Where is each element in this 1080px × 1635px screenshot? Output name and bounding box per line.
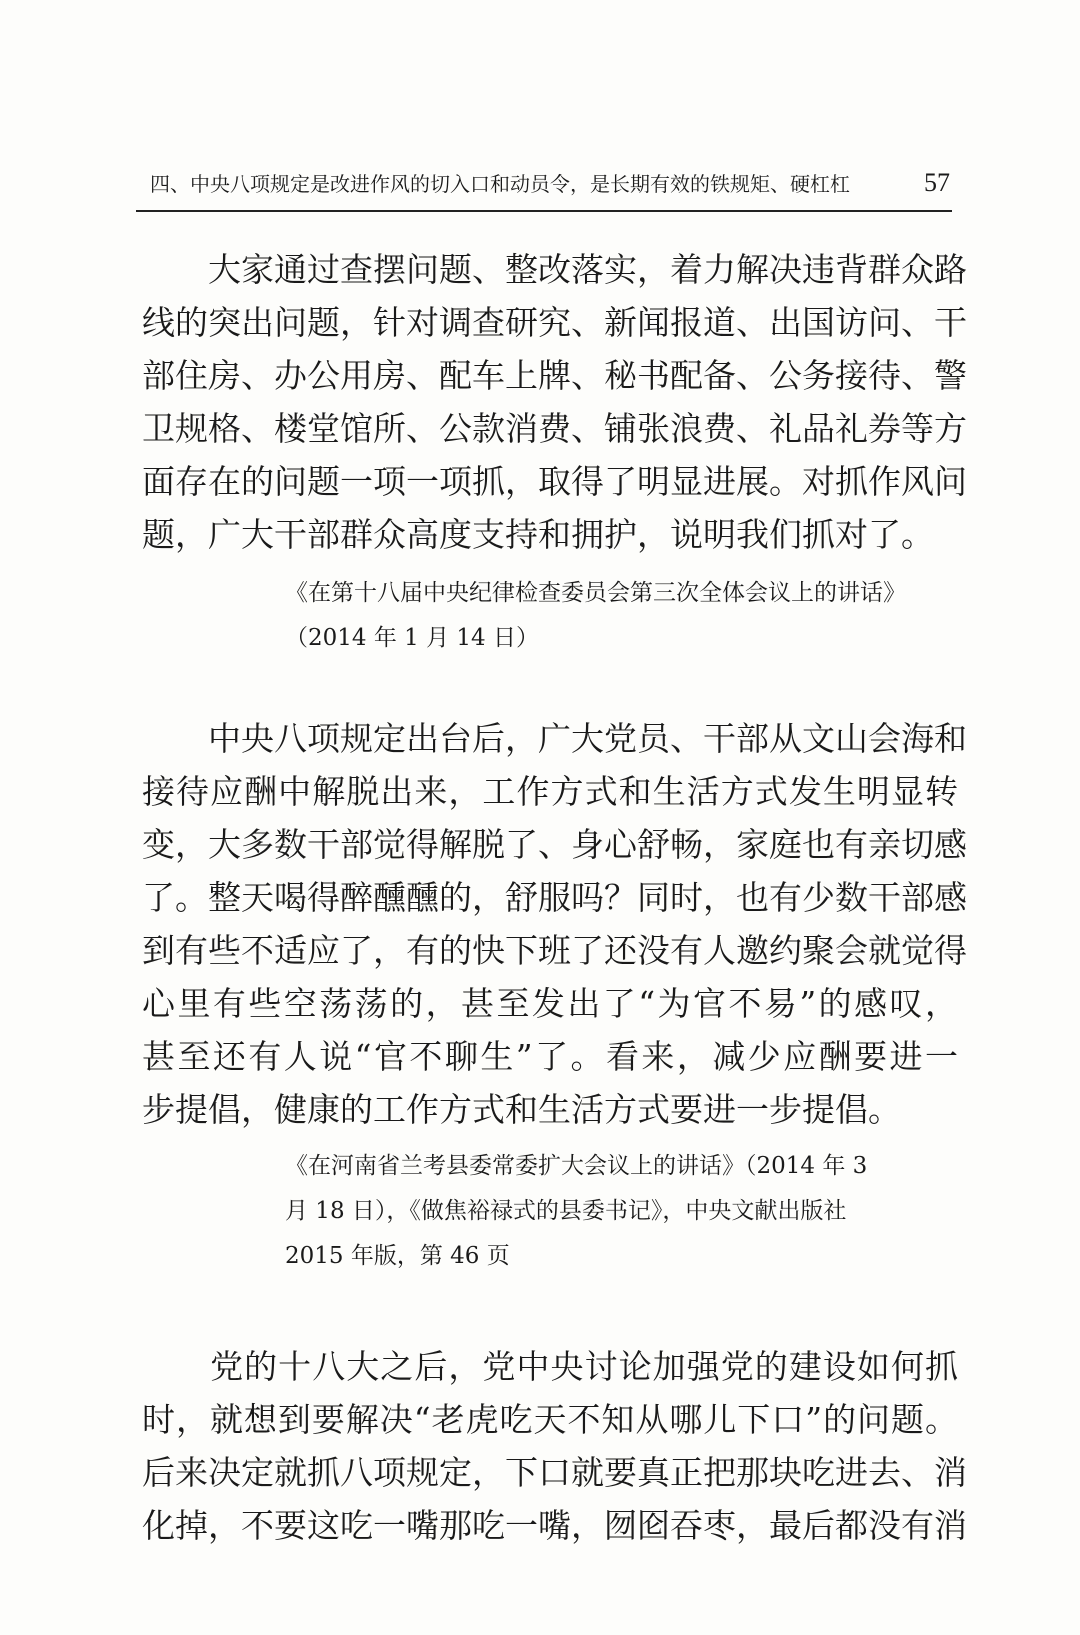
paragraph-2 (142, 712, 967, 1136)
page-number: 57 (924, 168, 950, 197)
paragraph-1 (142, 243, 967, 561)
text-line: 题，广大干部群众高度支持和拥护，说明我们抓对了。 (142, 515, 934, 554)
text-line: 步提倡，健康的工作方式和生活方式要进一步提倡。 (142, 1090, 901, 1129)
citation-line: 《在河南省兰考县委常委扩大会议上的讲话》（2014 年 3 (285, 1153, 868, 1179)
text-line: 接待应酬中解脱出来，工作方式和生活方式发生明显转 (142, 772, 958, 811)
text-line: 中央八项规定出台后，广大党员、干部从文山会海和 (142, 719, 967, 758)
text-line: 党的十八大之后，党中央讨论加强党的建设如何抓 (142, 1347, 958, 1386)
header-rule (136, 210, 952, 212)
text-line: 部住房、办公用房、配车上牌、秘书配备、公务接待、警 (142, 356, 967, 395)
paragraph-3 (142, 1340, 967, 1552)
citation-1 (285, 571, 953, 661)
text-line: 心里有些空荡荡的，甚至发出了“为官不易”的感叹， (142, 984, 958, 1023)
citation-line: （2014 年 1 月 14 日） (285, 625, 539, 651)
citation-line: 2015 年版，第 46 页 (285, 1243, 510, 1269)
text-line: 大家通过查摆问题、整改落实，着力解决违背群众路 (142, 250, 967, 289)
text-line: 甚至还有人说“官不聊生”了。看来，减少应酬要进一 (142, 1037, 958, 1076)
citation-line: 《在第十八届中央纪律检查委员会第三次全体会议上的讲话》 (285, 580, 906, 606)
citation-line: 月 18 日），《做焦裕禄式的县委书记》，中央文献出版社 (285, 1198, 847, 1224)
text-line: 后来决定就抓八项规定，下口就要真正把那块吃进去、消 (142, 1453, 967, 1492)
text-line: 了。整天喝得醉醺醺的，舒服吗？同时，也有少数干部感 (142, 878, 967, 917)
text-line: 化掉，不要这吃一嘴那吃一嘴，囫囵吞枣，最后都没有消 (142, 1506, 967, 1545)
text-line: 面存在的问题一项一项抓，取得了明显进展。对抓作风问 (142, 462, 967, 501)
text-line: 到有些不适应了，有的快下班了还没有人邀约聚会就觉得 (142, 931, 967, 970)
text-line: 卫规格、楼堂馆所、公款消费、铺张浪费、礼品礼券等方 (142, 409, 967, 448)
running-header (150, 168, 950, 198)
citation-2 (285, 1144, 953, 1279)
text-line: 线的突出问题，针对调查研究、新闻报道、出国访问、干 (142, 303, 967, 342)
text-line: 变，大多数干部觉得解脱了、身心舒畅，家庭也有亲切感 (142, 825, 967, 864)
header-title: 四、中央八项规定是改进作风的切入口和动员令，是长期有效的铁规矩、硬杠杠 (150, 172, 850, 196)
text-line: 时，就想到要解决“老虎吃天不知从哪儿下口”的问题。 (142, 1400, 958, 1439)
